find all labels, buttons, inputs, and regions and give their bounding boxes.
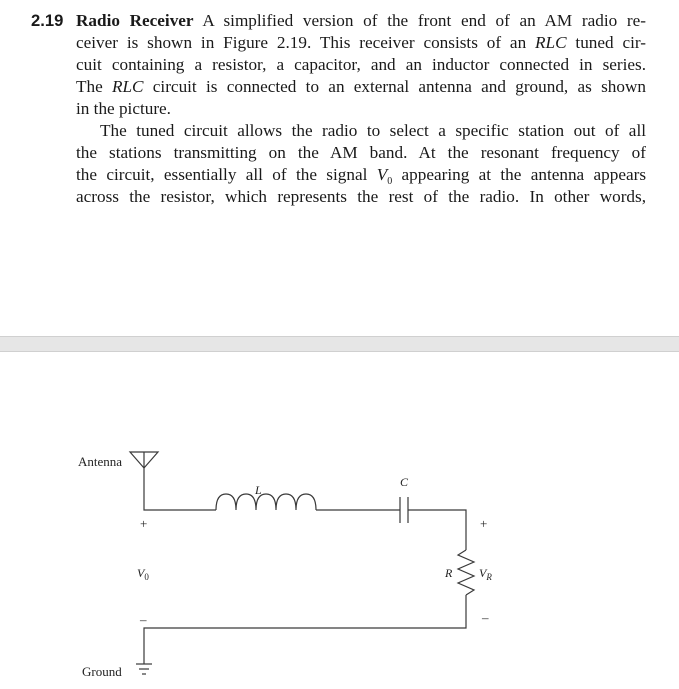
resistor-plus-sign: + (480, 516, 488, 531)
problem-text (0, 10, 679, 210)
resistor-zigzag (458, 550, 474, 595)
text-line-5: in the picture. (76, 99, 171, 118)
text-line-4: The RLC circuit is connected to an external antenna and ground, as shown (76, 77, 646, 96)
ground-label: Ground (82, 664, 122, 679)
inductor-coil (216, 494, 316, 510)
source-minus-sign: – (140, 612, 147, 627)
problem-number: 2.19 (31, 11, 64, 30)
text-line-2: ceiver is shown in Figure 2.19. This receiver consists of an RLC tuned cir- (76, 33, 646, 52)
capacitor-label: C (400, 475, 409, 489)
text-line-6: The tuned circuit allows the radio to select a specific station out of all (100, 121, 646, 140)
circuit-figure (0, 350, 679, 684)
inductor-label: L (255, 483, 262, 497)
text-line-3: cuit containing a resistor, a capacitor, and an inductor connected in series. (76, 55, 646, 74)
resistor-voltage-symbol: $V_R$ (479, 566, 492, 582)
source-plus-sign: + (140, 516, 148, 531)
resistor-minus-sign: – (482, 610, 489, 625)
text-line-7: the stations transmitting on the AM band. At the resonant frequency of (76, 143, 646, 162)
text-line-1: Radio Receiver A simplified version of the front end of an AM radio re- (76, 11, 646, 30)
text-line-9: across the resistor, which represents the rest of the radio. In other words, (76, 187, 646, 206)
text-line-8: the circuit, essentially all of the signal $V_0$ appearing at the antenna appears (76, 165, 647, 187)
antenna-label: Antenna (78, 454, 123, 469)
resistor-label: R (445, 566, 453, 580)
source-voltage-symbol: $V_0$ (137, 566, 149, 582)
problem-title: Radio Receiver (76, 11, 194, 30)
